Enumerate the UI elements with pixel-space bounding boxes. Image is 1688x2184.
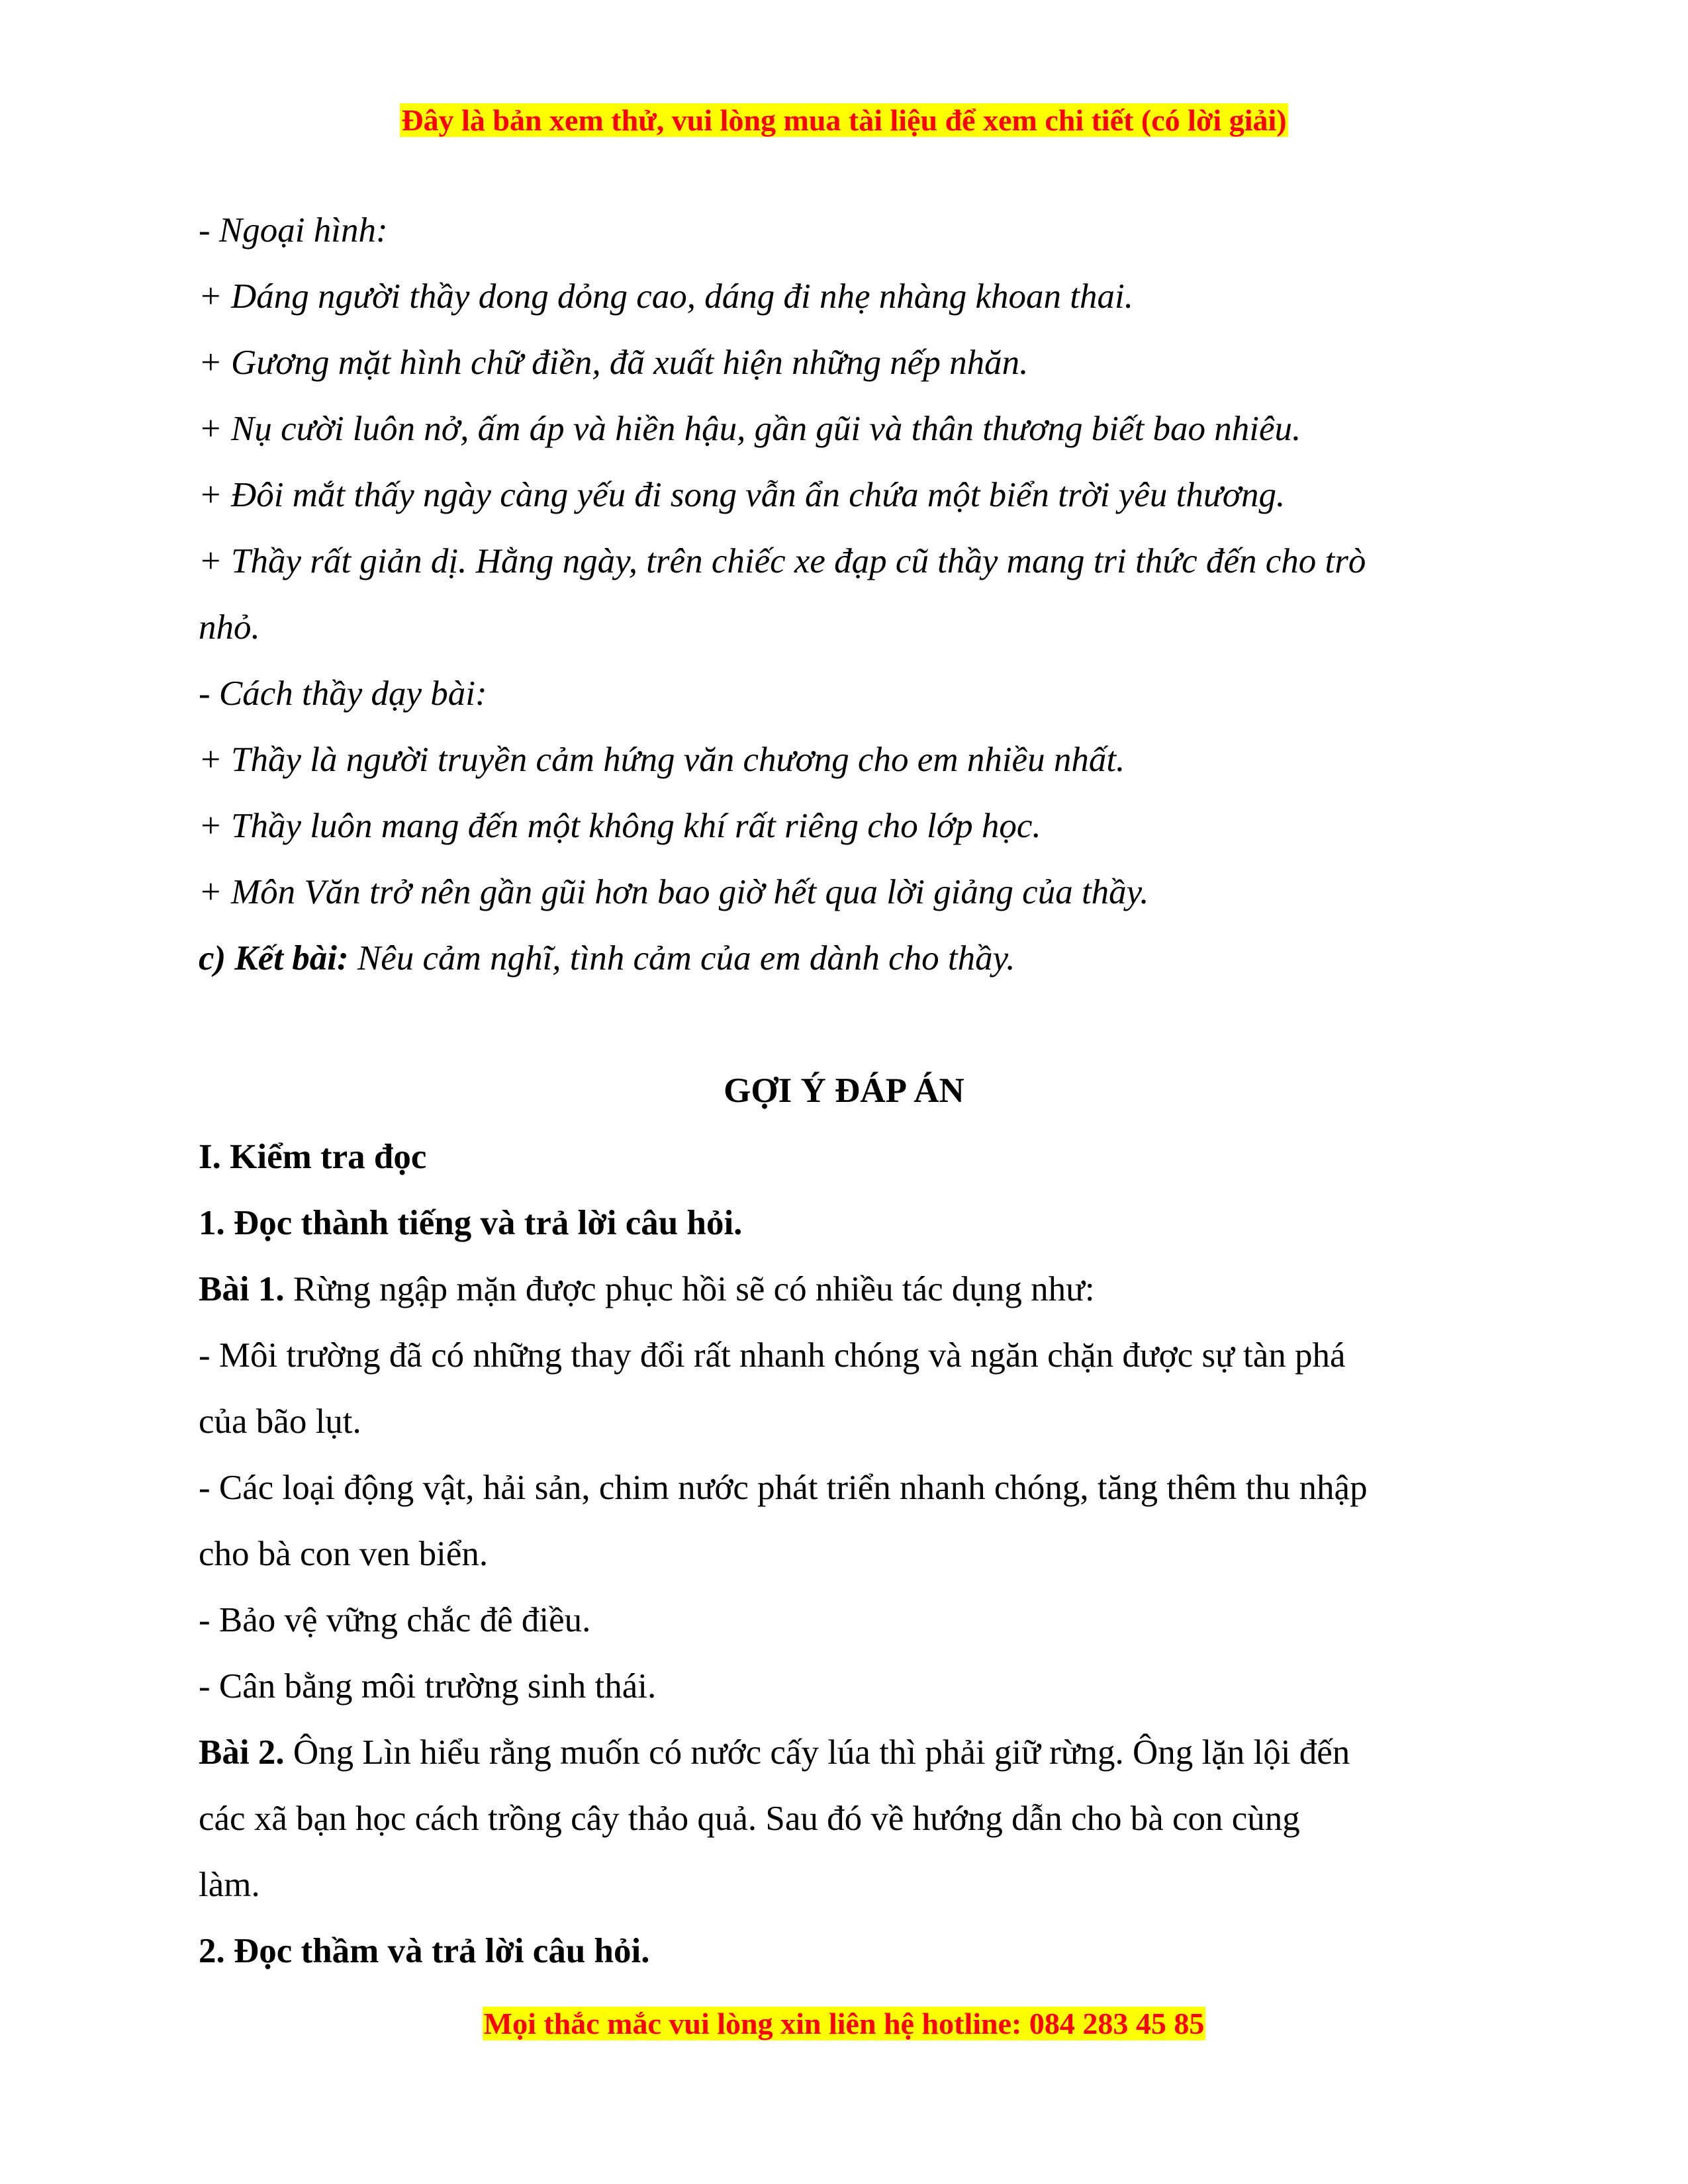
bai2-label: Bài 2.: [199, 1733, 285, 1772]
teaching-item: + Thầy là người truyền cảm hứng văn chương cho em nhiều nhất.: [199, 741, 1125, 779]
bai1-item: - Cân bằng môi trường sinh thái.: [199, 1667, 657, 1706]
section-heading: I. Kiểm tra đọc: [199, 1138, 427, 1176]
subsection-heading: 1. Đọc thành tiếng và trả lời câu hỏi.: [199, 1204, 743, 1242]
bai1-item: cho bà con ven biển.: [199, 1535, 489, 1573]
simple-item-line: + Thầy rất giản dị. Hằng ngày, trên chiếc xe đạp cũ thầy mang tri thức đến cho trò: [199, 542, 1366, 580]
bai2-text: Ông Lìn hiểu rằng muốn có nước cấy lúa thì phải giữ rừng. Ông lặn lội đến: [284, 1733, 1350, 1772]
bai1-item: - Các loại động vật, hải sản, chim nước phát triển nhanh chóng, tăng thêm thu nhập: [199, 1469, 1368, 1507]
bai2-line: làm.: [199, 1866, 260, 1904]
hotline-text: Mọi thắc mắc vui lòng xin liên hệ hotline: 084 283 45 85: [483, 2007, 1205, 2040]
appearance-item: + Gương mặt hình chữ điền, đã xuất hiện những nếp nhăn.: [199, 343, 1029, 382]
appearance-item: + Nụ cười luôn nở, ấm áp và hiền hậu, gần gũi và thân thương biết bao nhiêu.: [199, 410, 1301, 448]
appearance-item: + Đôi mắt thấy ngày càng yếu đi song vẫn ẩn chứa một biển trời yêu thương.: [199, 476, 1286, 514]
conclusion-text: Nêu cảm nghĩ, tình cảm của em dành cho thầy.: [348, 939, 1015, 978]
bai1-line: [199, 1256, 1496, 1322]
bai1-text: Rừng ngập mặn được phục hồi sẽ có nhiều tác dụng như:: [284, 1270, 1095, 1308]
bai1-item: - Bảo vệ vững chắc đê điều.: [199, 1601, 591, 1639]
hotline-banner: [0, 2005, 1688, 2042]
appearance-heading: - Ngoại hình:: [199, 211, 388, 250]
conclusion-line: [199, 925, 1496, 991]
appearance-item: + Dáng người thầy dong dỏng cao, dáng đi nhẹ nhàng khoan thai.: [199, 277, 1133, 316]
bai1-label: Bài 1.: [199, 1270, 285, 1308]
conclusion-label: c) Kết bài:: [199, 939, 349, 978]
subsection-heading: 2. Đọc thầm và trả lời câu hỏi.: [199, 1932, 650, 1970]
bai2-line: các xã bạn học cách trồng cây thảo quả. Sau đó về hướng dẫn cho bà con cùng: [199, 1799, 1300, 1838]
preview-notice-banner: [0, 102, 1688, 139]
teaching-heading: - Cách thầy dạy bài:: [199, 674, 487, 713]
bai1-item: - Môi trường đã có những thay đổi rất nhanh chóng và ngăn chặn được sự tàn phá: [199, 1336, 1346, 1375]
bai2-line: [199, 1719, 1496, 1786]
answers-title: GỢI Ý ĐÁP ÁN: [724, 1071, 964, 1110]
bai1-item: của bão lụt.: [199, 1402, 361, 1441]
teaching-item: + Thầy luôn mang đến một không khí rất riêng cho lớp học.: [199, 807, 1041, 845]
simple-item-line: nhỏ.: [199, 608, 260, 647]
teaching-item: + Môn Văn trở nên gần gũi hơn bao giờ hết qua lời giảng của thầy.: [199, 873, 1149, 911]
preview-notice-text: Đây là bản xem thử, vui lòng mua tài liệu để xem chi tiết (có lời giải): [401, 103, 1287, 137]
